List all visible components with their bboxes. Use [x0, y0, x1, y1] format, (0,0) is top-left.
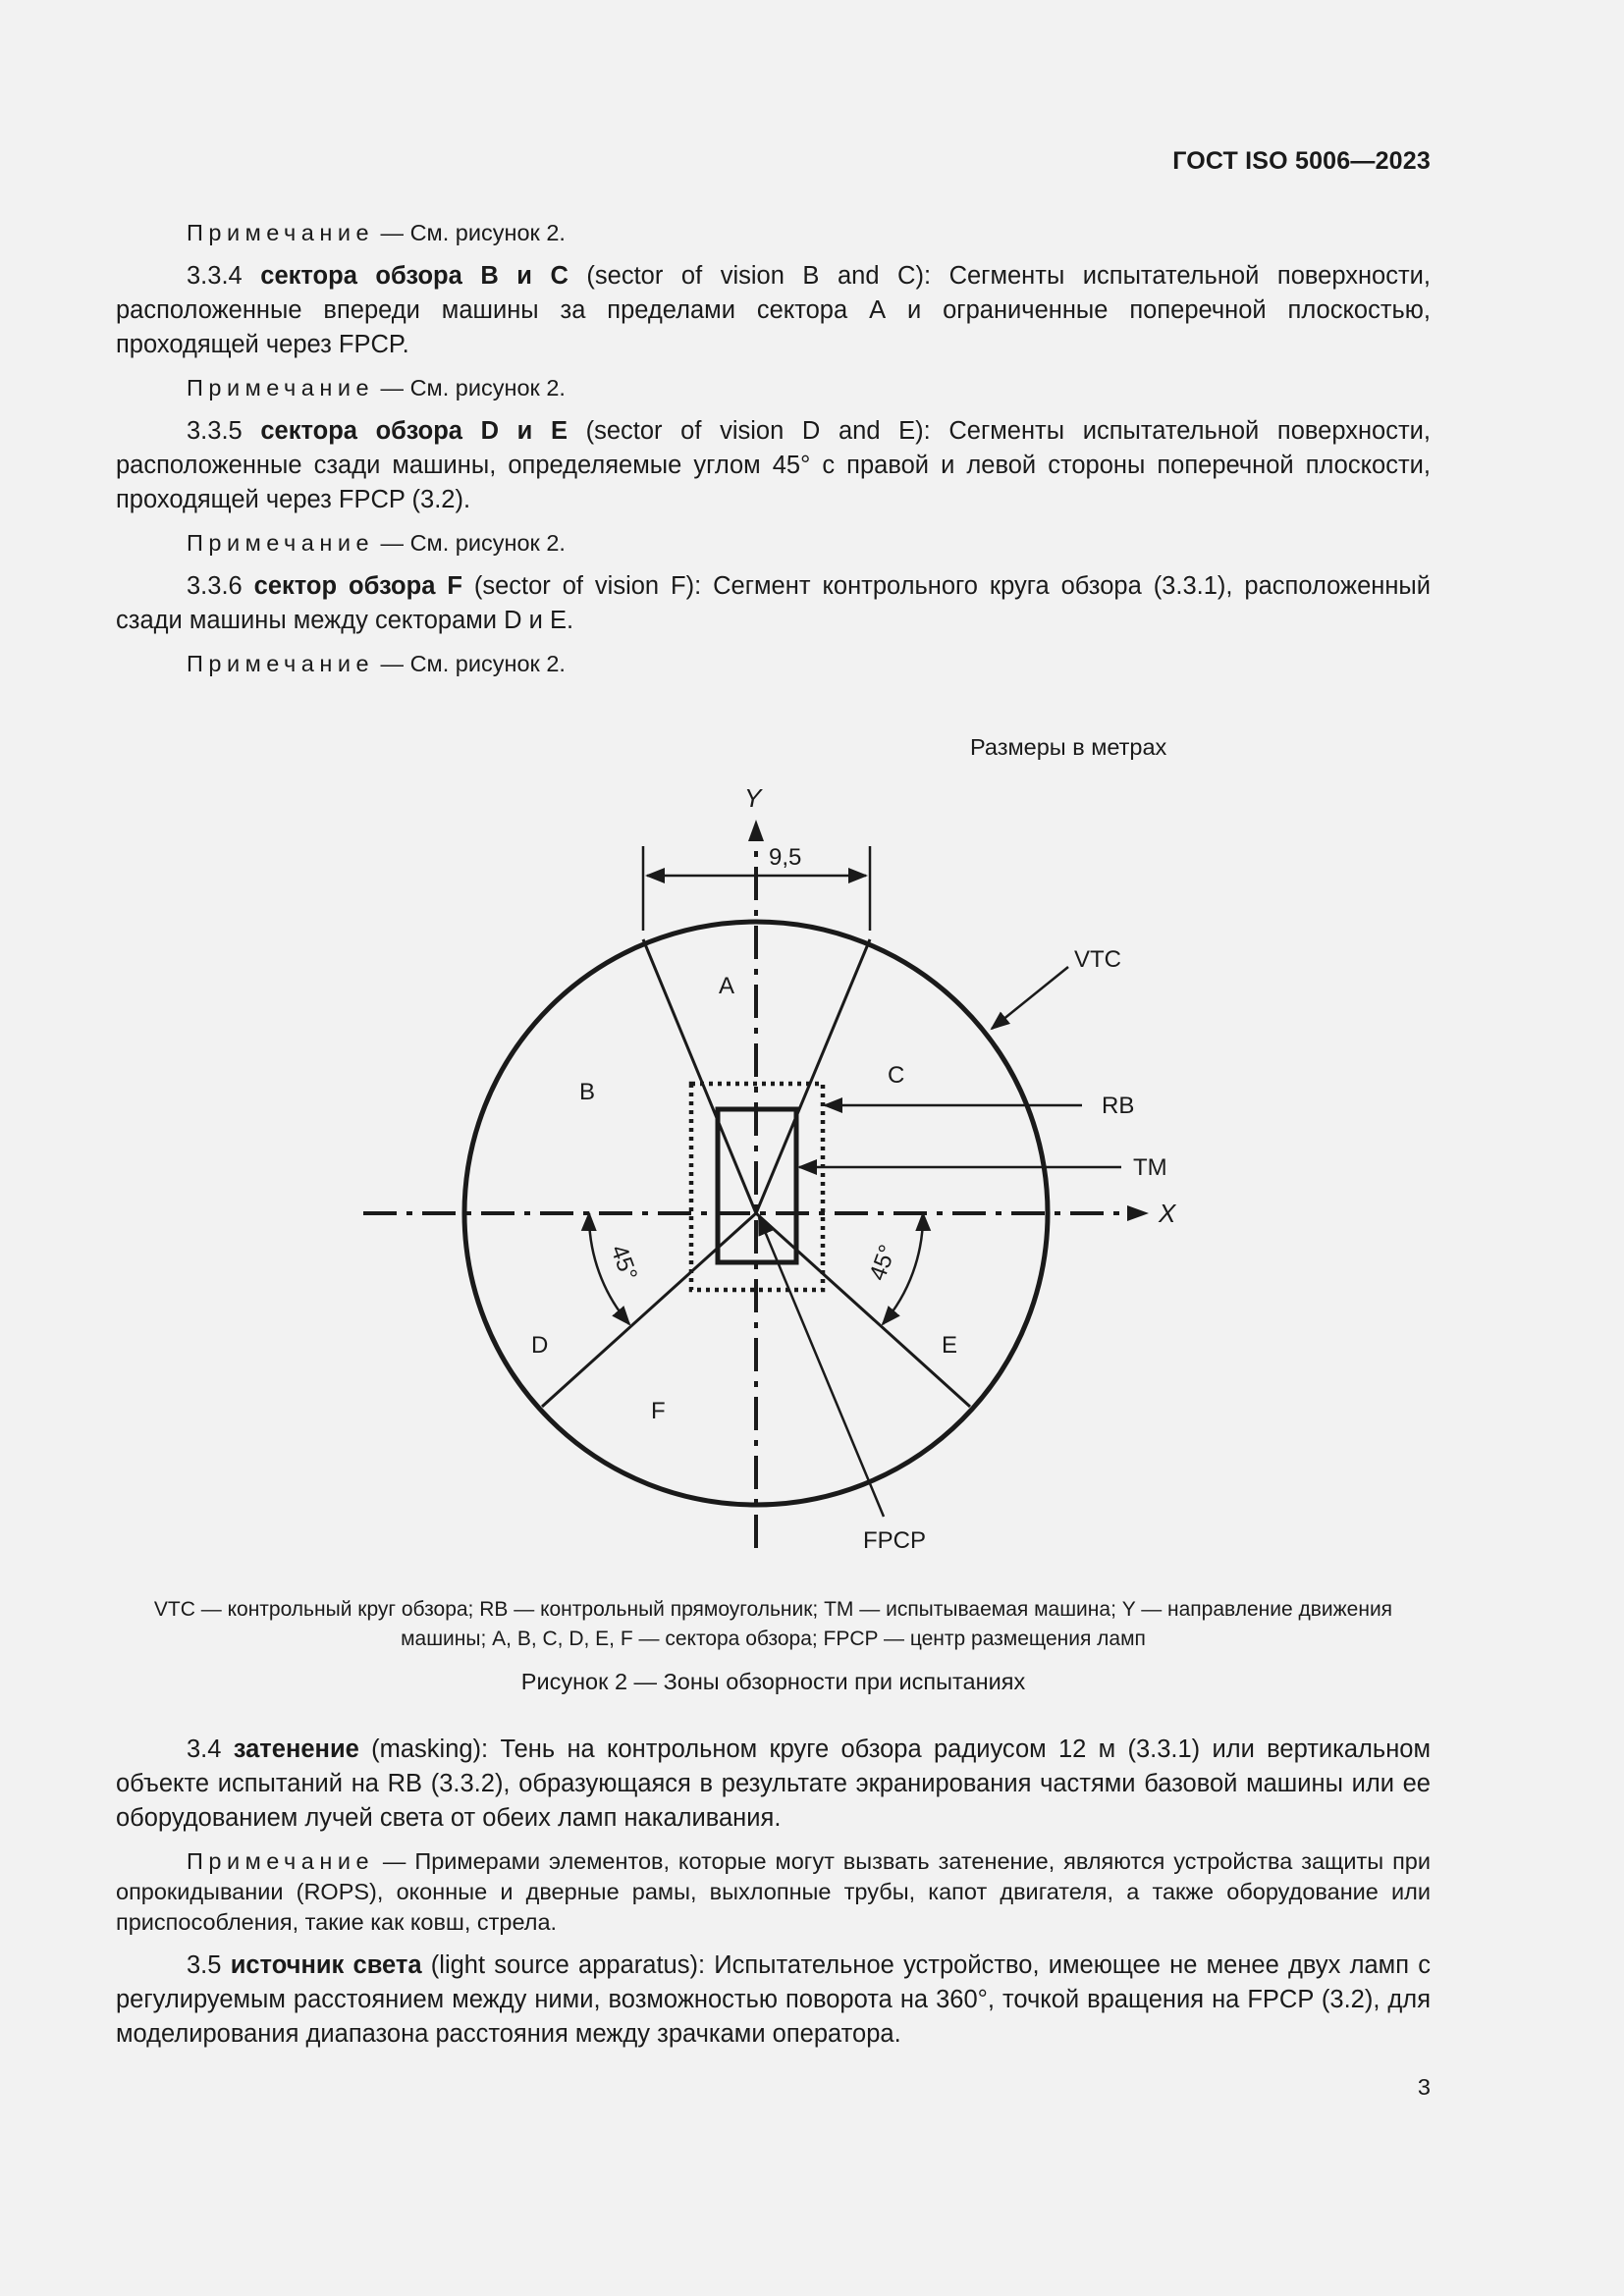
page-number: 3	[1417, 2074, 1431, 2100]
clause-number: 3.4	[187, 1735, 222, 1763]
note-text: — Примерами элементов, которые могут вызвать затенение, являются устройства защиты при опрокидывании (ROPS), оконные и дверные рамы, выхлопные трубы, капот двигателя, а также оборудование или приспособления, такие как ковш, стрела.	[116, 1848, 1431, 1935]
tm-label: TM	[1133, 1154, 1167, 1181]
figure-legend	[116, 1595, 1431, 1654]
angle-label-left: 45°	[605, 1241, 643, 1285]
clause-text: (sector of vision B and C): Сегменты испытательной поверхности, расположенные впереди машины за пределами сектора А и ограниченные поперечной плоскостью, проходящей через FPCP.	[116, 262, 1431, 358]
clause-3-4	[116, 1733, 1431, 1836]
clause-number: 3.3.5	[187, 417, 243, 445]
note-label: Примечание	[187, 1848, 375, 1874]
note-text: — См. рисунок 2.	[374, 530, 566, 556]
clause-number: 3.3.6	[187, 572, 243, 600]
fpcp-label: FPCP	[863, 1527, 927, 1554]
sector-b-label: B	[579, 1079, 596, 1105]
body-text-bottom	[116, 1733, 1431, 2062]
clause-number: 3.3.4	[187, 262, 243, 290]
note-text: — См. рисунок 2.	[374, 651, 566, 676]
x-axis-arrow-icon	[1127, 1205, 1149, 1221]
legend-line-1: VTC — контрольный круг обзора; RB — контрольный прямоугольник; TM — испытываемая машина; Y — направление движения	[153, 1598, 1393, 1621]
angle-label-right: 45°	[864, 1241, 902, 1285]
sector-e-line	[756, 1213, 970, 1407]
dimension-label: 9,5	[769, 844, 802, 871]
rb-label: RB	[1102, 1093, 1135, 1119]
sector-d-line	[542, 1213, 756, 1407]
sector-a-left-line	[643, 939, 756, 1213]
sector-f-label: F	[651, 1398, 666, 1424]
vtc-label: VTC	[1074, 946, 1121, 973]
note-label: Примечание	[187, 530, 375, 556]
sector-a-label: A	[719, 973, 735, 999]
sector-c-label: C	[888, 1062, 905, 1089]
legend-line-2: машины; A, B, C, D, E, F — сектора обзора; FPCP — центр размещения ламп	[401, 1628, 1146, 1650]
y-axis-arrow-icon	[748, 820, 764, 841]
note-text: — См. рисунок 2.	[374, 220, 566, 245]
vtc-leader	[992, 967, 1068, 1029]
clause-term: сектор обзора F	[253, 572, 462, 600]
document-id-header: ГОСТ ISO 5006—2023	[1172, 147, 1431, 175]
note-label: Примечание	[187, 375, 375, 400]
clause-text: (sector of vision F): Сегмент контрольного круга обзора (3.3.1), расположенный сзади машины между секторами D и E.	[116, 572, 1431, 634]
clause-text: (masking): Тень на контрольном круге обзора радиусом 12 м (3.3.1) или вертикальном объекте испытаний на RB (3.3.2), образующаяся в результате экранирования частями базовой машины или ее оборудованием лучей света от обеих ламп накаливания.	[116, 1735, 1431, 1832]
clause-term: источник света	[230, 1951, 422, 1979]
note-text: — См. рисунок 2.	[374, 375, 566, 400]
note-label: Примечание	[187, 220, 375, 245]
y-axis-label: Y	[744, 783, 762, 813]
sector-d-label: D	[531, 1332, 549, 1359]
clause-number: 3.5	[187, 1951, 222, 1979]
clause-term: сектора обзора D и E	[260, 417, 568, 445]
dimensions-note: Размеры в метрах	[970, 734, 1167, 760]
clause-text: (light source apparatus): Испытательное устройство, имеющее не менее двух ламп с регулируемым расстоянием между ними, возможностью поворота на 360°, точкой вращения на FPCP (3.2), для моделирования диапазона расстояния между зрачками оператора.	[116, 1951, 1431, 2048]
clause-term: сектора обзора B и C	[260, 262, 568, 290]
clause-3-5	[116, 1949, 1431, 2052]
note-5	[116, 1846, 1431, 1938]
sector-a-right-line	[756, 939, 870, 1213]
clause-text: (sector of vision D and E): Сегменты испытательной поверхности, расположенные сзади машины, определяемые углом 45° с правой и левой стороны поперечной плоскости, проходящей через FPCP (3.2).	[116, 417, 1431, 513]
note-label: Примечание	[187, 651, 375, 676]
x-axis-label: X	[1159, 1199, 1176, 1228]
sector-e-label: E	[942, 1332, 958, 1359]
figure-caption: Рисунок 2 — Зоны обзорности при испытаниях	[520, 1669, 1026, 1694]
clause-term: затенение	[233, 1735, 359, 1763]
